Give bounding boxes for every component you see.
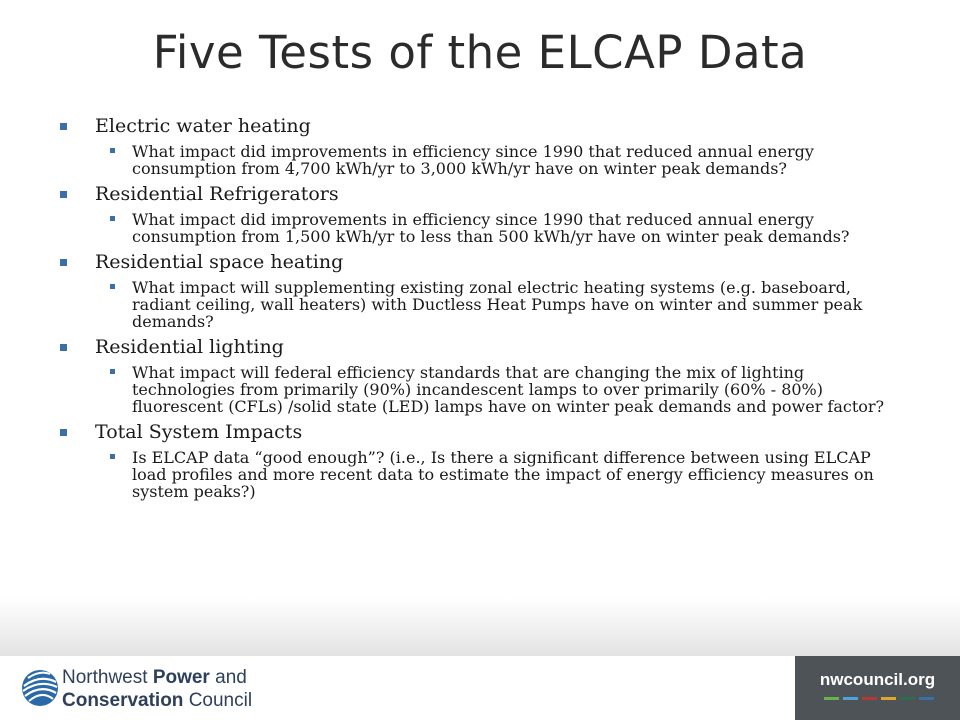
sub-item-text: What impact did improvements in efficiency since 1990 that reduced annual energy consumption from 4,700 kWh/yr to 3,000 kWh/yr have on winter peak demands? [132, 142, 814, 178]
footer-site-panel [795, 656, 960, 720]
footer-fade [0, 598, 960, 656]
square-bullet-icon [60, 344, 67, 351]
stripe [900, 697, 915, 700]
section-heading-text: Residential space heating [95, 251, 344, 273]
sub-item-text: What impact will supplementing existing zonal electric heating systems (e.g. baseboard, radiant ceiling, wall heaters) with Ductless Heat Pumps have on winter and summer peak demands? [132, 278, 863, 331]
section-heading [58, 182, 908, 206]
section-space-heating [58, 250, 908, 330]
square-bullet-icon [60, 429, 67, 436]
square-bullet-icon [110, 454, 115, 459]
square-bullet-icon [60, 191, 67, 198]
swirl-globe-icon [20, 666, 60, 710]
section-heading [58, 335, 908, 359]
section-heading-text: Residential Refrigerators [95, 183, 339, 205]
square-bullet-icon [110, 369, 115, 374]
stripe [862, 697, 877, 700]
bullet-list [58, 114, 908, 505]
org-name-line1 [62, 667, 247, 689]
stripe [881, 697, 896, 700]
square-bullet-icon [110, 148, 115, 153]
org-text: Council [183, 690, 253, 711]
section-lighting [58, 335, 908, 415]
org-text: and [209, 667, 247, 688]
sub-item-text: Is ELCAP data “good enough”? (i.e., Is there a significant difference between using ELCAP load profiles and more recent data to estimate the impact of energy efficiency measures on system peaks?) [132, 448, 874, 501]
org-text-bold: Power [152, 667, 210, 688]
color-stripes [824, 697, 934, 700]
section-heading-text: Residential lighting [95, 336, 284, 358]
square-bullet-icon [60, 259, 67, 266]
square-bullet-icon [110, 284, 115, 289]
org-name-line2 [62, 690, 252, 712]
section-heading [58, 420, 908, 444]
org-text: Northwest [62, 667, 153, 688]
footer [0, 656, 960, 720]
section-refrigerators [58, 182, 908, 245]
square-bullet-icon [60, 123, 67, 130]
stripe [919, 697, 934, 700]
website-link[interactable]: nwcouncil.org [819, 670, 936, 689]
slide-title: Five Tests of the ELCAP Data [152, 26, 808, 79]
sub-item [104, 279, 908, 330]
sub-item [104, 143, 908, 177]
section-heading-text: Electric water heating [95, 115, 311, 137]
sub-item [104, 364, 908, 415]
stripe [824, 697, 839, 700]
footer-logo-area [0, 656, 795, 720]
sub-item [104, 449, 908, 500]
org-text-bold: Conservation [62, 690, 184, 711]
section-heading [58, 114, 908, 138]
sub-item [104, 211, 908, 245]
section-system-impacts [58, 420, 908, 500]
sub-item-text: What impact will federal efficiency standards that are changing the mix of lighting technologies from primarily (90%) incandescent lamps to over primarily (60% - 80%) fluorescent (CFLs) /solid state (LED) lamps have on winter peak demands and power factor? [132, 363, 885, 416]
section-water-heating [58, 114, 908, 177]
section-heading-text: Total System Impacts [95, 421, 303, 443]
sub-item-text: What impact did improvements in efficiency since 1990 that reduced annual energy consumption from 1,500 kWh/yr to less than 500 kWh/yr have on winter peak demands? [132, 210, 850, 246]
section-heading [58, 250, 908, 274]
square-bullet-icon [110, 216, 115, 221]
stripe [843, 697, 858, 700]
